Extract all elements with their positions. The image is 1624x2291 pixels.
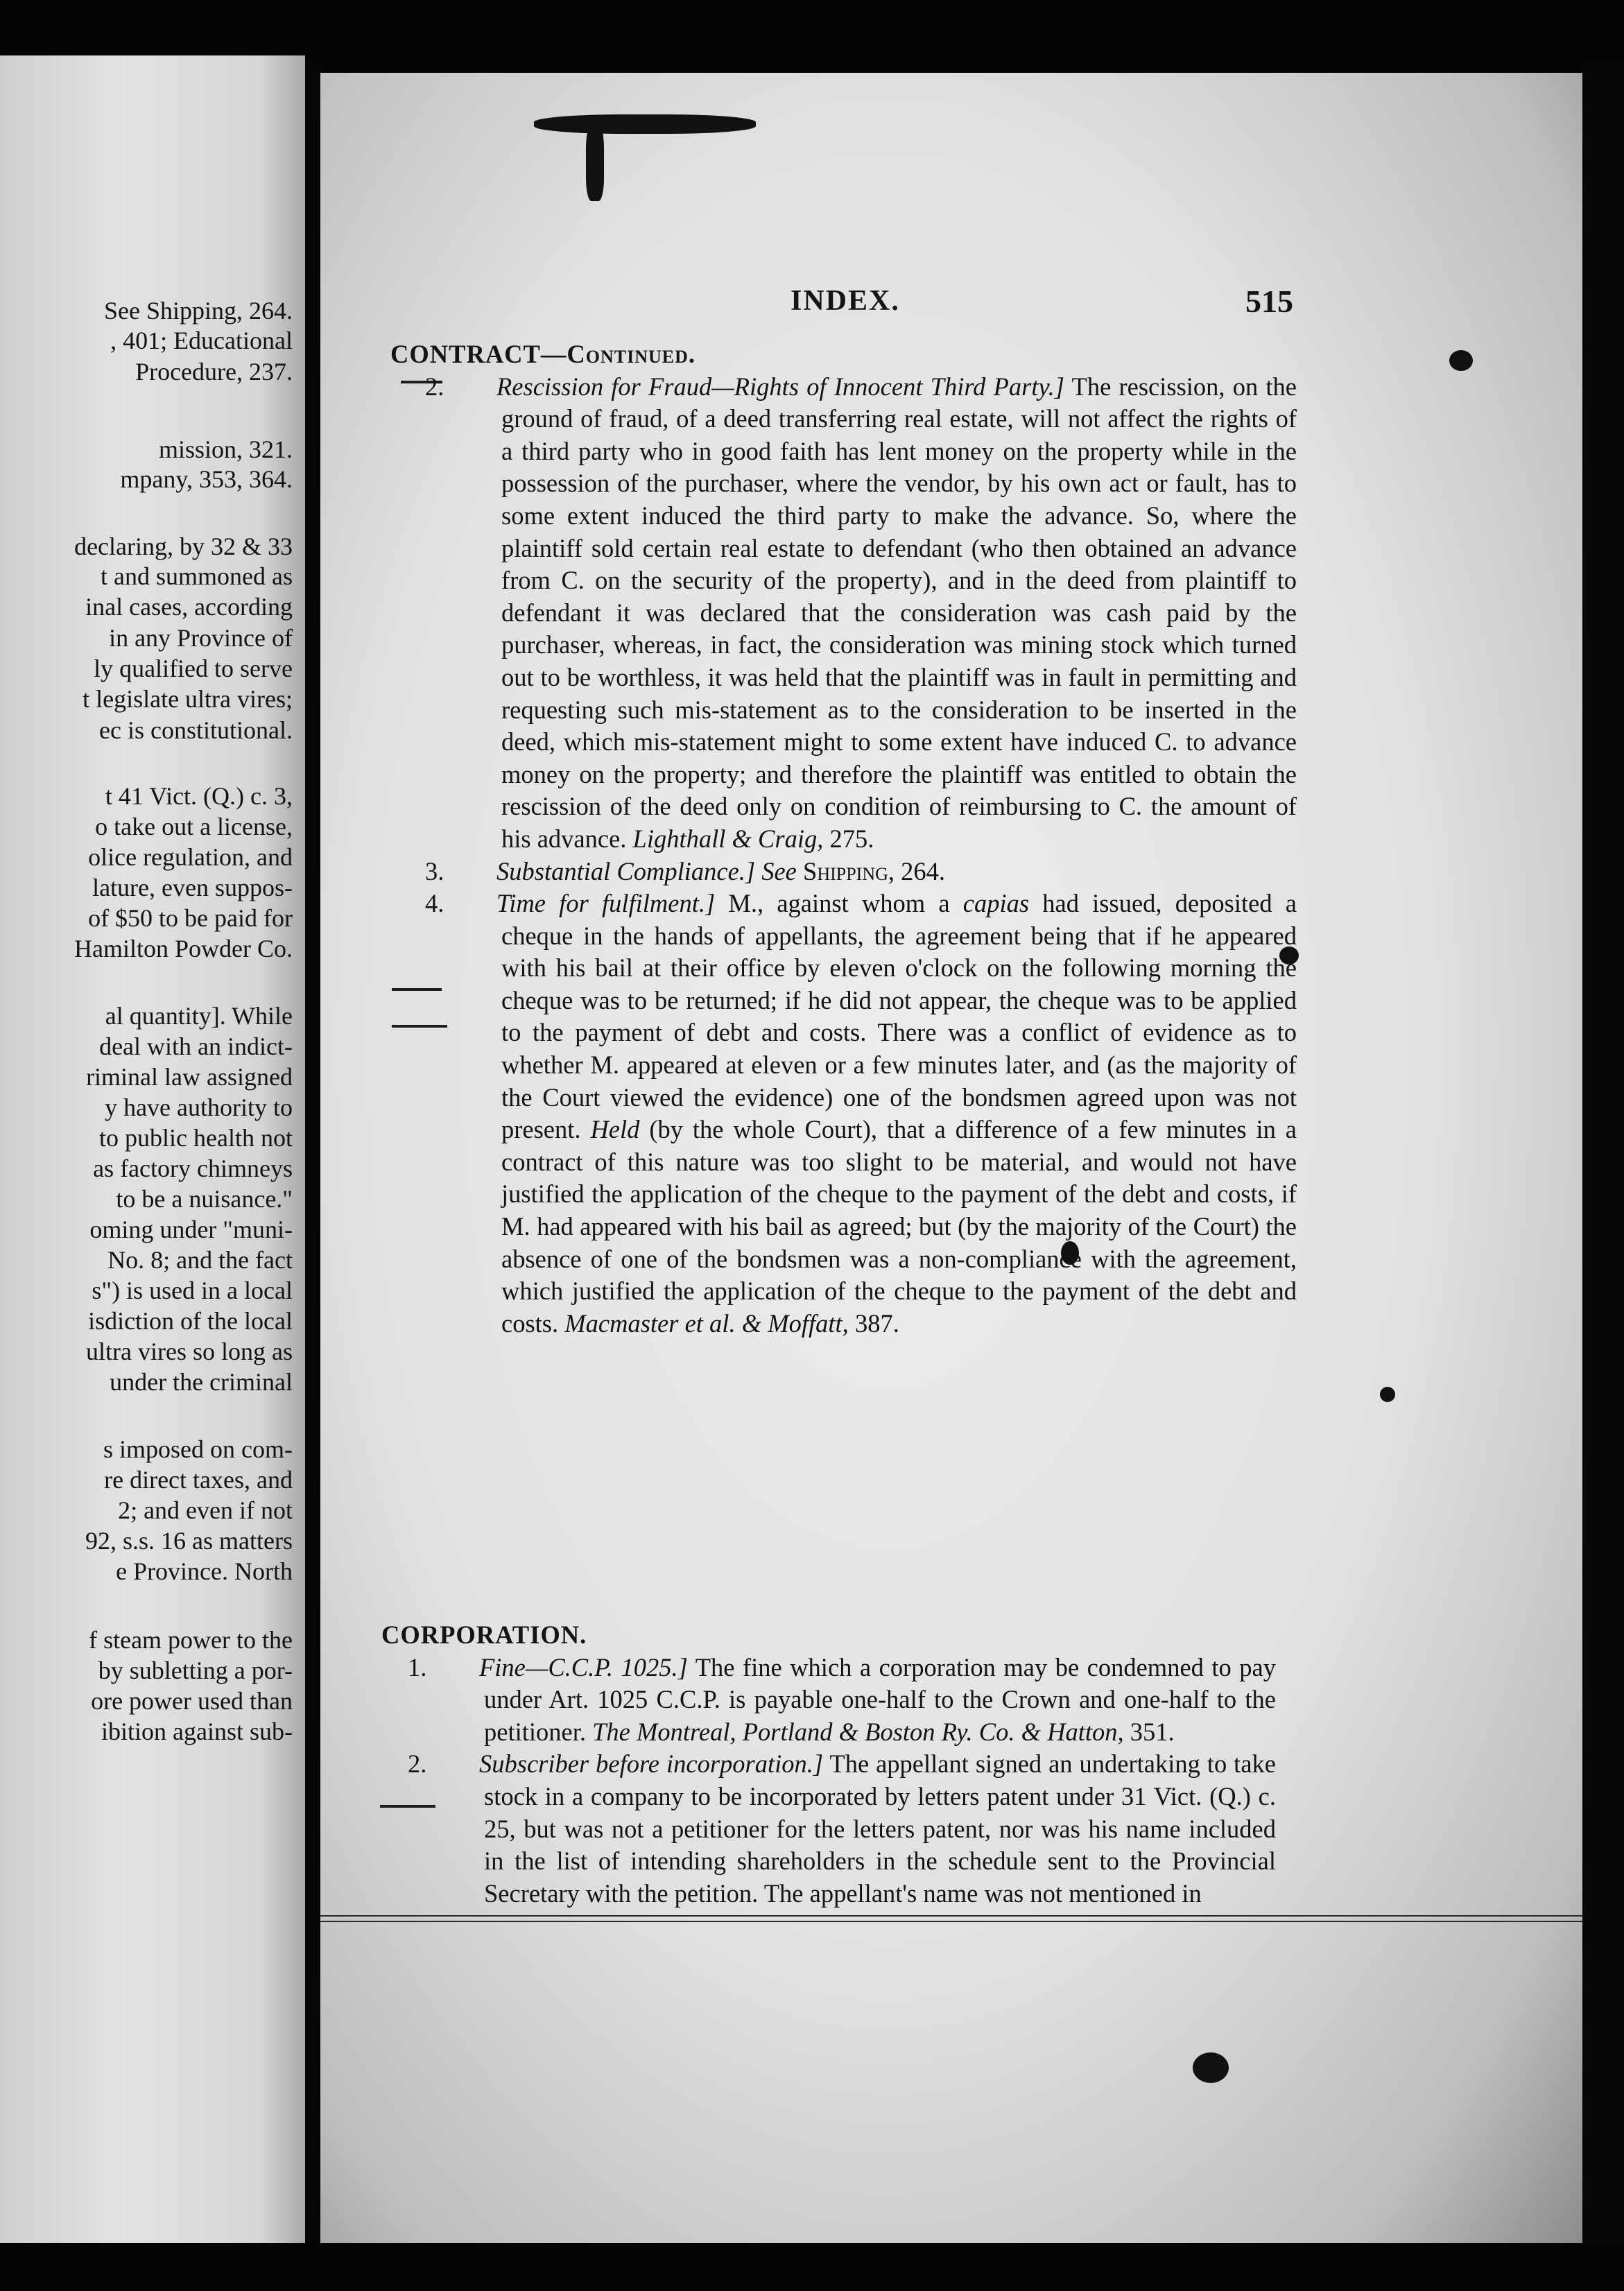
facing-page-line: riminal law assigned: [86, 1063, 293, 1091]
facing-page-line: ec is constitutional.: [99, 716, 293, 744]
facing-page-line: t 41 Vict. (Q.) c. 3,: [105, 782, 293, 810]
ink-blot: [1449, 350, 1473, 371]
facing-page-line: ibition against sub-: [101, 1718, 293, 1745]
facing-page-line: ly qualified to serve: [94, 655, 293, 682]
facing-page-line: deal with an indict-: [99, 1032, 293, 1060]
facing-page-line: under the criminal: [110, 1368, 293, 1396]
scan-border-right: [1582, 62, 1624, 2291]
see-label: See: [755, 856, 797, 885]
facing-page-line: e Province. North: [116, 1557, 293, 1585]
citation-page: 351.: [1123, 1717, 1175, 1746]
facing-page-line: t legislate ultra vires;: [83, 685, 293, 713]
facing-page-line: s imposed on com-: [103, 1435, 293, 1463]
facing-page-line: o take out a license,: [95, 813, 293, 840]
facing-page-line: declaring, by 32 & 33: [74, 533, 293, 560]
facing-page-line: oming under "muni-: [89, 1216, 293, 1243]
entry-text: The rescission, on the ground of fraud, of a deed transferring real estate, will not affect the rights of a third party who in good faith has lent money on the property while in the possession of the purchaser, where the vendor, by his own act or fault, has to some extent induced the third party to make the advance. So, where the plaintiff sold certain real estate to defendant (who then obtained an advance from C. on the security of the property), and in the deed from plaintiff to defendant it was declared that the consideration was cash paid by the purchaser, whereas, in fact, the consideration was mining stock which turned out to be worthless, it was held that the plaintiff was in fault in permitting and requesting such mis-statement as to the consideration to be inserted in the deed, which mis-statement might to some extent have induced C. to advance money on the property; and therefore the plaintiff was entitled to obtain the rescission of the deed only on condition of reimbursing to C. the amount of his advance.: [501, 372, 1297, 853]
corporation-entry-1: 1. Fine—C.C.P. 1025.] The fine which a corporation may be condemned to pay under Art. 1025 C.C.P. is payable one-half to the Crown and one-half to the petitioner. The Montreal, Portland & Boston Ry. Co. & Hatton, 351.: [408, 1652, 1277, 1746]
cross-reference: Shipping,: [796, 856, 895, 885]
page-number: 515: [1245, 284, 1293, 319]
facing-page-line: s") is used in a local: [92, 1277, 293, 1304]
citation-page: 387.: [848, 1308, 899, 1338]
facing-page-line: ultra vires so long as: [86, 1338, 293, 1365]
case-citation: Lighthall & Craig,: [632, 824, 824, 853]
entry-title: Rescission for Fraud—Rights of Innocent Third Party.]: [496, 372, 1065, 401]
facing-page-line: Hamilton Powder Co.: [74, 935, 293, 962]
ink-blot: [534, 114, 756, 134]
facing-page-line: ore power used than: [91, 1687, 293, 1715]
entry-title: Time for fulfilment.]: [496, 889, 716, 918]
ink-blot: [586, 125, 604, 201]
facing-page-line: in any Province of: [109, 624, 293, 652]
entry-title: Fine—C.C.P. 1025.]: [479, 1652, 688, 1681]
scan-border-bottom: [0, 2243, 1624, 2291]
facing-page-line: of $50 to be paid for: [88, 904, 293, 932]
facing-page-line: to public health not: [99, 1124, 293, 1152]
citation-page: 275.: [823, 824, 874, 853]
facing-page-line: y have authority to: [105, 1093, 293, 1121]
case-citation: Macmaster et al. & Moffatt,: [564, 1308, 849, 1338]
facing-page-line: Procedure, 237.: [135, 358, 293, 386]
facing-page-line: mission, 321.: [158, 435, 293, 463]
contract-entry-4: 4. Time for fulfilment.] M., against whom a capias had issued, deposited a cheque in the hands of appellants, the agreement being that if he appeared with his bail at their office by eleven o'clock on the following morning the cheque was to be returned; if he did not appear, the cheque was to be applied to the payment of debt and costs. There was a conflict of evidence as to whether M. appeared at eleven or a few minutes later, and (as the majority of the Court viewed the evidence) one of the bondsmen agreed upon was not present. Held (by the whole Court), that a difference of a few minutes in a contract of this nature was too slight to be material, and would not have justified the application of the cheque to the payment of the debt and costs, if M. had appeared with his bail as agreed; but (by the majority of the Court) the absence of one of the bondsmen was a non-compliance with the agreement, which justified the application of the cheque to the payment of the debt and costs. Macmaster et al. & Moffatt, 387.: [425, 889, 1297, 1338]
entry-title: Subscriber before incorporation.]: [479, 1749, 824, 1779]
entry-title: Substantial Compliance.]: [496, 856, 756, 885]
running-head: INDEX.: [791, 285, 900, 317]
facing-page-line: f steam power to the: [89, 1626, 293, 1654]
facing-page-line: inal cases, according: [85, 593, 293, 621]
scan-artifact-line: [320, 1921, 1582, 1922]
corporation-entry-2: 2. Subscriber before incorporation.] The appellant signed an undertaking to take stock in a company to be incorporated by letters patent under 31 Vict. (Q.) c. 25, but was not a petitioner for the letters patent, nor was his name included in the list of intending shareholders in the schedule sent to the Provincial Secretary with the petition. The appellant's name was not mentioned in: [408, 1749, 1276, 1908]
scan-artifact-line: [320, 1915, 1582, 1917]
facing-page-line: lature, even suppos-: [92, 874, 293, 901]
case-citation: The Montreal, Portland & Boston Ry. Co. & Hatton,: [592, 1717, 1124, 1746]
facing-page-line: 2; and even if not: [118, 1496, 293, 1524]
facing-page-line: isdiction of the local: [88, 1307, 293, 1335]
facing-page-line: re direct taxes, and: [104, 1466, 293, 1494]
contract-heading: CONTRACT—Continued.: [390, 340, 696, 368]
facing-page-line: al quantity]. While: [105, 1002, 293, 1030]
facing-page-line: t and summoned as: [101, 562, 293, 590]
corporation-heading: CORPORATION.: [381, 1620, 587, 1649]
facing-page-line: mpany, 353, 364.: [120, 465, 293, 493]
facing-page-line: See Shipping, 264.: [103, 297, 293, 325]
cross-reference-page: 264.: [895, 856, 946, 885]
contract-entry-2: 2. Rescission for Fraud—Rights of Innocent Third Party.] The rescission, on the ground of fraud, of a deed transferring real estate, will not affect the rights of a third party who in good faith has lent money on the property while in the possession of the purchaser, where the vendor, by his own act or fault, has to some extent induced the third party to make the advance. So, where the plaintiff sold certain real estate to defendant (who then obtained an advance from C. on the security of the property), and in the deed from plaintiff to defendant it was declared that the consideration was cash paid by the purchaser, whereas, in fact, the consideration was mining stock which turned out to be worthless, it was held that the plaintiff was in fault in permitting and requesting such mis-statement as to the consideration to be inserted in the deed, which mis-statement might to some extent have induced C. to advance money on the property; and therefore the plaintiff was entitled to obtain the rescission of the deed only on condition of reimbursing to C. the amount of his advance. Lighthall & Craig, 275.: [425, 372, 1297, 853]
facing-page-line: as factory chimneys: [93, 1155, 293, 1182]
contract-entry-3: 3. Substantial Compliance.] See Shipping, 264.: [425, 856, 946, 885]
page-gutter: [305, 62, 320, 2281]
facing-page-line: to be a nuisance.": [116, 1185, 293, 1213]
facing-page-line: 92, s.s. 16 as matters: [85, 1527, 293, 1555]
contract-section: [378, 338, 1297, 1340]
facing-page-line: olice regulation, and: [88, 843, 293, 871]
facing-page-line: , 401; Educational: [110, 327, 293, 354]
ink-blot: [1380, 1387, 1395, 1402]
facing-page: [0, 55, 305, 2260]
facing-page-line: No. 8; and the fact: [107, 1246, 293, 1274]
facing-page-line: by subletting a por-: [98, 1657, 293, 1684]
corporation-section: [381, 1619, 1276, 1910]
ink-blot: [1193, 2052, 1229, 2083]
